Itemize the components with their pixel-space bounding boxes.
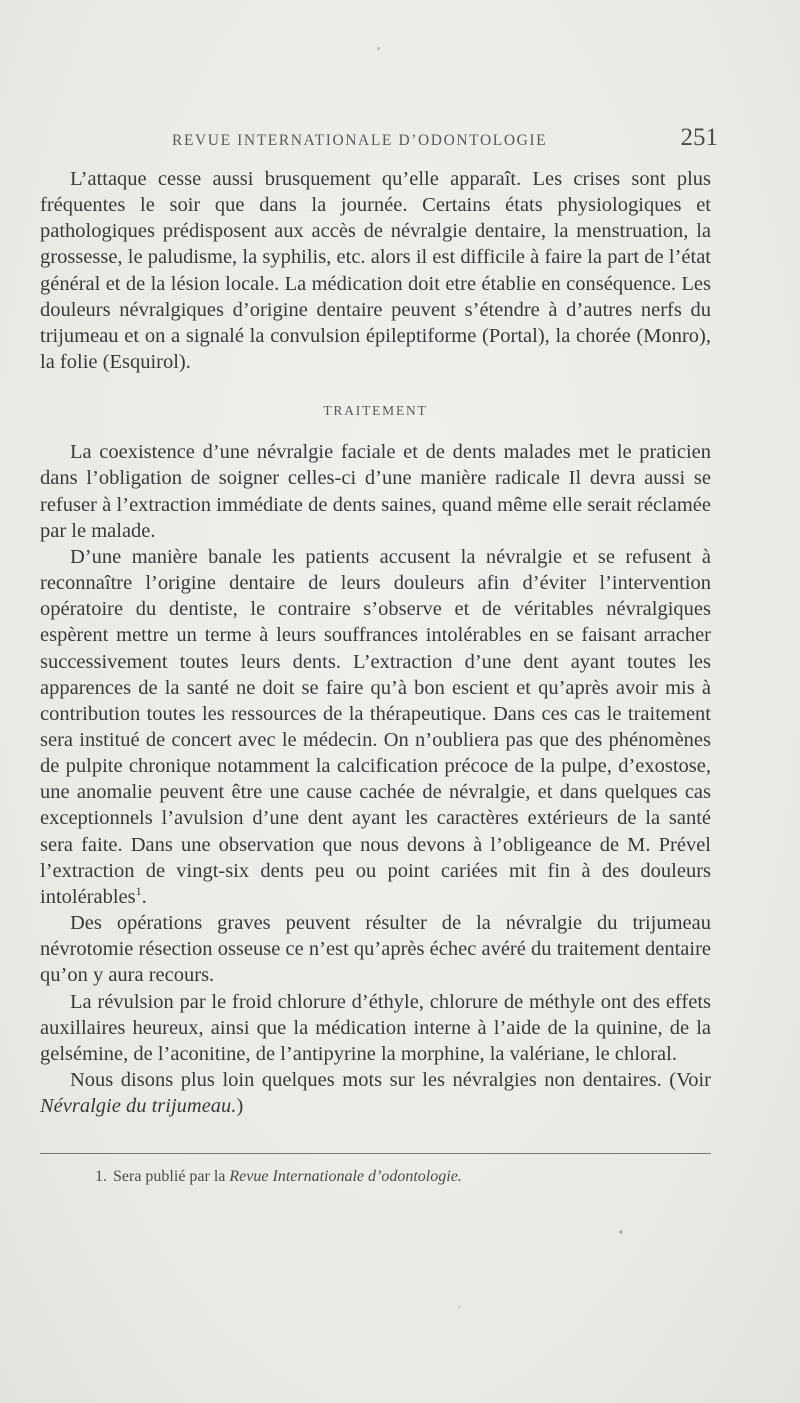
paragraph-2-end: . (141, 885, 147, 908)
paragraph-5-italic: Névralgie du trijumeau. (40, 1095, 237, 1118)
footnote-italic: Revue Internationale d’odontologie. (229, 1168, 462, 1185)
paragraph-3: Des opérations graves peuvent résulter de la névralgie du trijumeau névrotomie résection osseuse ce n’est qu’après échec avéré du traitement dentaire qu’on y aura recours. (40, 912, 711, 987)
paragraph-5-end: ) (236, 1095, 244, 1118)
footnote-divider (40, 1153, 711, 1154)
footnote (95, 1168, 715, 1186)
paper-speck (458, 1306, 460, 1308)
paragraph-intro: L’attaque cesse aussi brusquement qu’elle apparaît. Les crises sont plus fréquentes le soir que dans la journée. Certains états physiologiques et pathologiques prédisposent aux accès de névralgie dentaire, la menstruation, la grossesse, le paludisme, la syphilis, etc. alors il est difficile à faire la part de l’état général et de la lésion locale. La médication doit etre établie en conséquence. Les douleurs névralgiques d’origine dentaire peuvent s’étendre à d’autres nerfs du trijumeau et on a signalé la convulsion épileptiforme (Portal), la chorée (Monro), la folie (Esquirol). (40, 168, 711, 374)
footnote-reference: 1 (135, 884, 142, 899)
paragraph-1: La coexistence d’une névralgie faciale et de dents malades met le praticien dans l’obligation de soigner celles-ci d’une manière radicale Il devra aussi se refuser à l’extraction immédiate de dents saines, quand même elle serait réclamée par le malade. (40, 441, 711, 542)
page-number: 251 (680, 124, 718, 151)
paper-speck (619, 1230, 623, 1234)
paragraph-5-start: Nous disons plus loin quelques mots sur les névralgies non dentaires. (Voir (70, 1069, 711, 1091)
footnote-number: 1. (95, 1168, 107, 1185)
running-header (172, 124, 718, 158)
body-text (40, 166, 711, 1119)
paragraph-2 (40, 544, 711, 910)
paragraph-4: La révulsion par le froid chlorure d’éthyle, chlorure de méthyle ont des effets auxillaires heureux, ainsi que la médication interne à l’aide de la quinine, de la gelsémine, de l’aconitine, de l’antipyrine la morphine, la valériane, le chloral. (40, 990, 711, 1065)
paragraph-2-text: D’une manière banale les patients accusent la névralgie et se refusent à reconnaître l’origine dentaire de leurs douleurs afin d’éviter l’intervention opératoire du dentiste, le contraire s’observe et de véritables névralgiques espèrent mettre un terme à leurs souffrances intolérables en se faisant arracher successivement toutes leurs dents. L’extraction d’une dent ayant toutes les apparences de la santé ne doit se faire qu’à bon escient et qu’après avoir mis à contribution toutes les ressources de la thérapeutique. Dans ces cas le traitement sera institué de concert avec le médecin. On n’oubliera pas que des phénomènes de pulpite chronique notamment la calcification précoce de la pulpe, d’exostose, une anomalie peuvent être une cause cachée de névralgie, et dans quelques cas exceptionnels l’avulsion d’une dent ayant les caractères extérieurs de la santé sera faite. Dans une observation que nous devons à l’obligeance de M. Prével l’extraction de vingt-six dents peu ou point cariées mit fin à des douleurs intolérables (40, 545, 711, 908)
section-title: TRAITEMENT (323, 403, 428, 419)
paragraph-5 (40, 1067, 711, 1119)
footnote-text: Sera publié par la (113, 1168, 230, 1185)
running-title: REVUE INTERNATIONALE D’ODONTOLOGIE (172, 132, 548, 149)
paper-speck (377, 47, 380, 50)
